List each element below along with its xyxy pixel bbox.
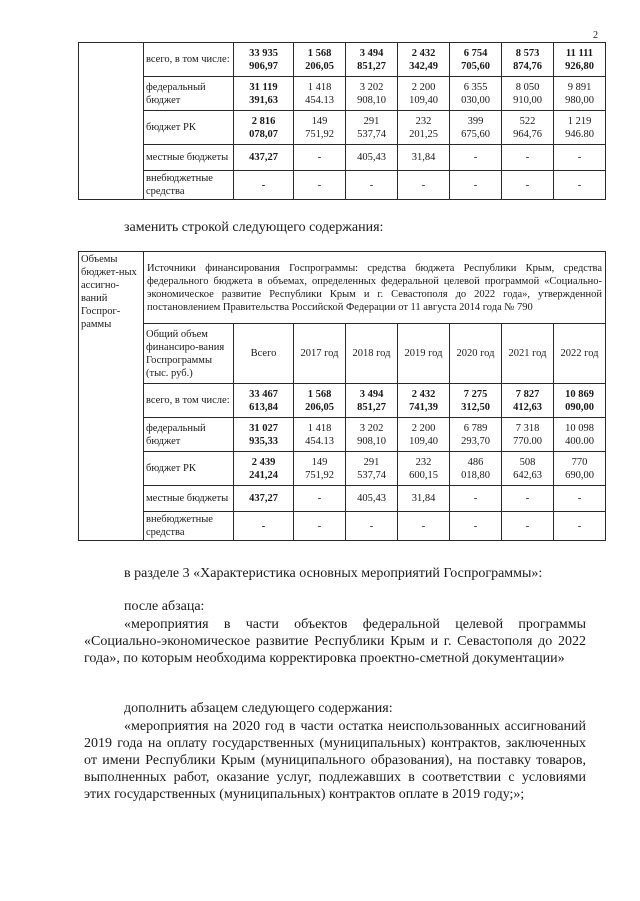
year-2019-cell-part: 741,39 <box>409 401 438 413</box>
header-year-2020: 2020 год <box>450 324 502 384</box>
year-2021-cell-part: - <box>525 179 530 191</box>
total-cell <box>234 77 294 111</box>
year-2018-cell <box>346 418 398 452</box>
year-2018-cell-part: 851,27 <box>357 60 386 72</box>
table-row <box>79 452 606 486</box>
header-year-2017: 2017 год <box>294 324 346 384</box>
year-2017-cell-part: 751,92 <box>305 469 334 481</box>
year-2021-cell-part: - <box>525 493 530 504</box>
row-label: местные бюджеты <box>144 145 234 171</box>
header-year-2022: 2022 год <box>554 324 606 384</box>
year-2017-cell <box>294 77 346 111</box>
header-year-2018: 2018 год <box>346 324 398 384</box>
year-2017-cell <box>294 145 346 171</box>
year-2019-cell-part: 31,84 <box>411 152 436 163</box>
year-2017-cell <box>294 171 346 200</box>
year-2018-cell-part: 3 202 <box>359 81 384 93</box>
add-paragraph-label: дополнить абзацем следующего содержания: <box>124 701 393 716</box>
year-2018-cell-part: 908,10 <box>357 94 386 106</box>
year-2017-cell <box>294 486 346 512</box>
year-2020-cell-part: 6 789 <box>463 422 488 434</box>
year-2022-cell <box>554 384 606 418</box>
total-cell <box>234 111 294 145</box>
year-2018-cell-part: 3 202 <box>359 422 384 434</box>
year-2018-cell-part: 291 <box>363 115 380 127</box>
year-2020-cell <box>450 43 502 77</box>
year-2020-cell-part: - <box>473 179 478 191</box>
year-2021-cell-part: 8 573 <box>515 47 540 59</box>
year-2022-cell-part: 980,00 <box>565 94 594 106</box>
year-2017-cell <box>294 452 346 486</box>
year-2019-cell <box>398 171 450 200</box>
year-2021-cell <box>502 77 554 111</box>
total-cell-part: 437,27 <box>249 152 278 163</box>
year-2017-cell-part: 206,05 <box>305 401 334 413</box>
row-label: внебюджетные средства <box>144 512 234 541</box>
after-paragraph-label: после абзаца: <box>124 599 205 614</box>
year-2018-cell-part: 3 494 <box>359 47 384 59</box>
year-2022-cell-part: - <box>577 520 582 532</box>
table-row <box>79 43 606 77</box>
year-2017-cell-part: 149 <box>311 456 328 468</box>
total-cell-part: 391,63 <box>249 94 278 106</box>
total-cell-part: 31 027 <box>249 422 278 434</box>
year-2017-cell-part: 1 418 <box>307 81 332 93</box>
year-2018-cell <box>346 111 398 145</box>
header-year-2019: 2019 год <box>398 324 450 384</box>
total-cell <box>234 43 294 77</box>
year-2020-cell-part: - <box>473 493 478 504</box>
total-cell-part: 906,97 <box>249 60 278 72</box>
year-2020-cell-part: 312,50 <box>461 401 490 413</box>
year-2019-cell <box>398 418 450 452</box>
year-2019-cell <box>398 111 450 145</box>
row-label: внебюджетные средства <box>144 171 234 200</box>
year-2019-cell-part: 2 200 <box>411 422 436 434</box>
year-2018-cell <box>346 452 398 486</box>
year-2018-cell <box>346 43 398 77</box>
table-row <box>79 486 606 512</box>
year-2020-cell <box>450 77 502 111</box>
year-2022-cell-part: 10 098 <box>565 422 594 434</box>
table-header-row <box>79 324 606 384</box>
year-2020-cell <box>450 452 502 486</box>
total-cell <box>234 418 294 452</box>
year-2017-cell-part: 751,92 <box>305 128 334 140</box>
total-cell-part: 241,24 <box>249 469 278 481</box>
total-cell-part: - <box>261 179 266 191</box>
year-2021-cell <box>502 452 554 486</box>
year-2022-cell-part: - <box>577 179 582 191</box>
year-2017-cell <box>294 512 346 541</box>
year-2017-cell-part: - <box>317 520 322 532</box>
year-2018-cell-part: 537,74 <box>357 128 386 140</box>
total-cell-part: 935,33 <box>249 435 278 447</box>
year-2020-cell <box>450 111 502 145</box>
quoted-paragraph: «мероприятия в части объектов федеральной целевой программы «Социально-экономическое развитие Республики Крым и г. Севастополя до 2022 года», по которым необходима корректировка проектно-сметной документации» <box>84 617 586 666</box>
year-2020-cell <box>450 512 502 541</box>
year-2020-cell <box>450 486 502 512</box>
year-2017-cell-part: 454.13 <box>305 94 334 106</box>
year-2018-cell-part: 405,43 <box>357 493 386 504</box>
year-2022-cell-part: 690,00 <box>565 469 594 481</box>
year-2022-cell <box>554 43 606 77</box>
year-2022-cell-part: 11 111 <box>565 47 594 59</box>
year-2021-cell-part: 964,76 <box>513 128 542 140</box>
year-2022-cell-part: - <box>577 493 582 504</box>
year-2022-cell <box>554 512 606 541</box>
year-2021-cell-part: 522 <box>519 115 536 127</box>
table-row <box>79 171 606 200</box>
year-2021-cell-part: 7 318 <box>515 422 540 434</box>
year-2022-cell <box>554 486 606 512</box>
year-2017-cell-part: 206,05 <box>305 60 334 72</box>
year-2019-cell-part: 201,25 <box>409 128 438 140</box>
row-label: бюджет РК <box>144 452 234 486</box>
year-2021-cell-part: 8 050 <box>515 81 540 93</box>
year-2019-cell-part: - <box>421 520 426 532</box>
year-2018-cell-part: 3 494 <box>359 388 384 400</box>
year-2021-cell-part: 642,63 <box>513 469 542 481</box>
header-total-volume: Общий объем финансиро-вания Госпрограммы (тыс. руб.) <box>144 324 234 384</box>
year-2021-cell <box>502 171 554 200</box>
year-2018-cell <box>346 171 398 200</box>
total-cell-part: - <box>261 520 266 532</box>
year-2019-cell-part: 2 432 <box>411 47 436 59</box>
year-2020-cell-part: 486 <box>467 456 484 468</box>
table-row <box>79 111 606 145</box>
year-2017-cell-part: 149 <box>311 115 328 127</box>
year-2020-cell <box>450 418 502 452</box>
year-2020-cell-part: - <box>473 152 478 163</box>
year-2018-cell-part: 851,27 <box>357 401 386 413</box>
total-cell-part: 613,84 <box>249 401 278 413</box>
year-2022-cell <box>554 452 606 486</box>
row-label: всего, в том числе: <box>144 43 234 77</box>
table-row <box>79 77 606 111</box>
year-2019-cell-part: - <box>421 179 426 191</box>
year-2019-cell-part: 109,40 <box>409 435 438 447</box>
year-2019-cell-part: 31,84 <box>411 493 436 504</box>
year-2021-cell <box>502 418 554 452</box>
year-2022-cell-part: 926,80 <box>565 60 594 72</box>
table-row <box>79 384 606 418</box>
table-row <box>79 418 606 452</box>
year-2021-cell <box>502 43 554 77</box>
year-2022-cell-part: 9 891 <box>567 81 592 93</box>
year-2020-cell-part: 018,80 <box>461 469 490 481</box>
year-2020-cell-part: - <box>473 520 478 532</box>
year-2020-cell-part: 7 275 <box>463 388 488 400</box>
total-cell-part: 2 816 <box>251 115 276 127</box>
year-2020-cell <box>450 145 502 171</box>
table-row <box>79 512 606 541</box>
year-2021-cell <box>502 512 554 541</box>
new-financing-table <box>78 251 606 541</box>
year-2017-cell-part: - <box>317 152 322 163</box>
year-2020-cell-part: 6 355 <box>463 81 488 93</box>
year-2017-cell-part: 1 418 <box>307 422 332 434</box>
year-2022-cell-part: 1 219 <box>567 115 592 127</box>
year-2018-cell-part: - <box>369 179 374 191</box>
total-cell <box>234 486 294 512</box>
table-row <box>79 145 606 171</box>
row-label: всего, в том числе: <box>144 384 234 418</box>
year-2018-cell-part: 291 <box>363 456 380 468</box>
total-cell <box>234 171 294 200</box>
row-label: федеральный бюджет <box>144 77 234 111</box>
year-2020-cell-part: 399 <box>467 115 484 127</box>
year-2022-cell-part: 090,00 <box>565 401 594 413</box>
year-2019-cell <box>398 384 450 418</box>
year-2019-cell <box>398 452 450 486</box>
year-2017-cell <box>294 384 346 418</box>
total-cell <box>234 512 294 541</box>
year-2017-cell-part: 454.13 <box>305 435 334 447</box>
year-2017-cell-part: 1 568 <box>307 47 332 59</box>
year-2017-cell-part: - <box>317 179 322 191</box>
year-2019-cell-part: 232 <box>415 115 432 127</box>
year-2022-cell-part: 10 869 <box>565 388 594 400</box>
year-2017-cell <box>294 418 346 452</box>
old-financing-table <box>78 42 606 200</box>
year-2022-cell-part: 400.00 <box>565 435 594 447</box>
year-2018-cell <box>346 486 398 512</box>
year-2020-cell-part: 293,70 <box>461 435 490 447</box>
total-cell-part: 2 439 <box>251 456 276 468</box>
year-2021-cell-part: 910,00 <box>513 94 542 106</box>
total-cell <box>234 384 294 418</box>
year-2021-cell-part: 412,63 <box>513 401 542 413</box>
total-cell-part: 078,07 <box>249 128 278 140</box>
year-2019-cell-part: 109,40 <box>409 94 438 106</box>
year-2019-cell <box>398 145 450 171</box>
section-3-heading: в разделе 3 «Характеристика основных мероприятий Госпрограммы»: <box>124 566 543 581</box>
total-cell <box>234 145 294 171</box>
year-2022-cell <box>554 77 606 111</box>
year-2021-cell <box>502 111 554 145</box>
year-2021-cell <box>502 486 554 512</box>
year-2017-cell <box>294 111 346 145</box>
year-2017-cell-part: 1 568 <box>307 388 332 400</box>
year-2018-cell-part: 537,74 <box>357 469 386 481</box>
year-2021-cell-part: 508 <box>519 456 536 468</box>
year-2021-cell <box>502 384 554 418</box>
year-2017-cell-part: - <box>317 493 322 504</box>
year-2022-cell <box>554 111 606 145</box>
new-paragraph: «мероприятия на 2020 год в части остатка неиспользованных ассигнований 2019 года на оплату государственных (муниципальных) контрактов, заключенных от имени Республики Крым (муниципального образования), на поставку товаров, выполненных работ, оказание услуг, подлежавших в соответствии с условиями этих государственных (муниципальных) контрактов оплате в 2019 году;»; <box>84 719 586 802</box>
year-2018-cell-part: - <box>369 520 374 532</box>
page-number: 2 <box>593 30 598 41</box>
year-2018-cell-part: 908,10 <box>357 435 386 447</box>
year-2019-cell-part: 600,15 <box>409 469 438 481</box>
year-2019-cell-part: 342,49 <box>409 60 438 72</box>
year-2018-cell <box>346 512 398 541</box>
year-2019-cell-part: 2 200 <box>411 81 436 93</box>
financing-sources-text: Источники финансирования Госпрограммы: средства бюджета Республики Крым, средства федерального бюджета в объемах, определенных федеральной целевой программой «Социально-экономическое развитие Республики Крым и г. Севастополя до 2022 года», утвержденной постановлением Правительства Российской Федерации от 11 августа 2014 года № 790 <box>144 252 606 324</box>
row-label: федеральный бюджет <box>144 418 234 452</box>
total-cell-part: 31 119 <box>249 81 278 93</box>
year-2021-cell-part: - <box>525 152 530 163</box>
total-cell-part: 33 935 <box>249 47 278 59</box>
year-2021-cell-part: 770.00 <box>513 435 542 447</box>
year-2018-cell <box>346 77 398 111</box>
year-2019-cell-part: 232 <box>415 456 432 468</box>
year-2022-cell <box>554 171 606 200</box>
year-2020-cell-part: 6 754 <box>463 47 488 59</box>
row-label: бюджет РК <box>144 111 234 145</box>
year-2019-cell-part: 2 432 <box>411 388 436 400</box>
year-2020-cell <box>450 384 502 418</box>
year-2019-cell <box>398 77 450 111</box>
year-2018-cell <box>346 384 398 418</box>
year-2022-cell-part: - <box>577 152 582 163</box>
header-year-2021: 2021 год <box>502 324 554 384</box>
year-2020-cell-part: 705,60 <box>461 60 490 72</box>
left-column-blank <box>79 43 144 200</box>
year-2019-cell <box>398 43 450 77</box>
total-cell-part: 437,27 <box>249 493 278 504</box>
year-2021-cell-part: - <box>525 520 530 532</box>
year-2018-cell <box>346 145 398 171</box>
year-2022-cell-part: 946.80 <box>565 128 594 140</box>
year-2022-cell <box>554 418 606 452</box>
year-2022-cell <box>554 145 606 171</box>
year-2021-cell-part: 7 827 <box>515 388 540 400</box>
replace-instruction: заменить строкой следующего содержания: <box>124 220 384 235</box>
budget-allocations-label: Объемы бюджет-ных ассигно-ваний Госпрог-раммы <box>79 252 144 541</box>
row-label: местные бюджеты <box>144 486 234 512</box>
year-2019-cell <box>398 512 450 541</box>
year-2020-cell-part: 675,60 <box>461 128 490 140</box>
year-2022-cell-part: 770 <box>571 456 588 468</box>
year-2020-cell-part: 030,00 <box>461 94 490 106</box>
header-total: Всего <box>234 324 294 384</box>
year-2019-cell <box>398 486 450 512</box>
year-2021-cell-part: 874,76 <box>513 60 542 72</box>
year-2021-cell <box>502 145 554 171</box>
total-cell-part: 33 467 <box>249 388 278 400</box>
total-cell <box>234 452 294 486</box>
year-2018-cell-part: 405,43 <box>357 152 386 163</box>
year-2020-cell <box>450 171 502 200</box>
year-2017-cell <box>294 43 346 77</box>
